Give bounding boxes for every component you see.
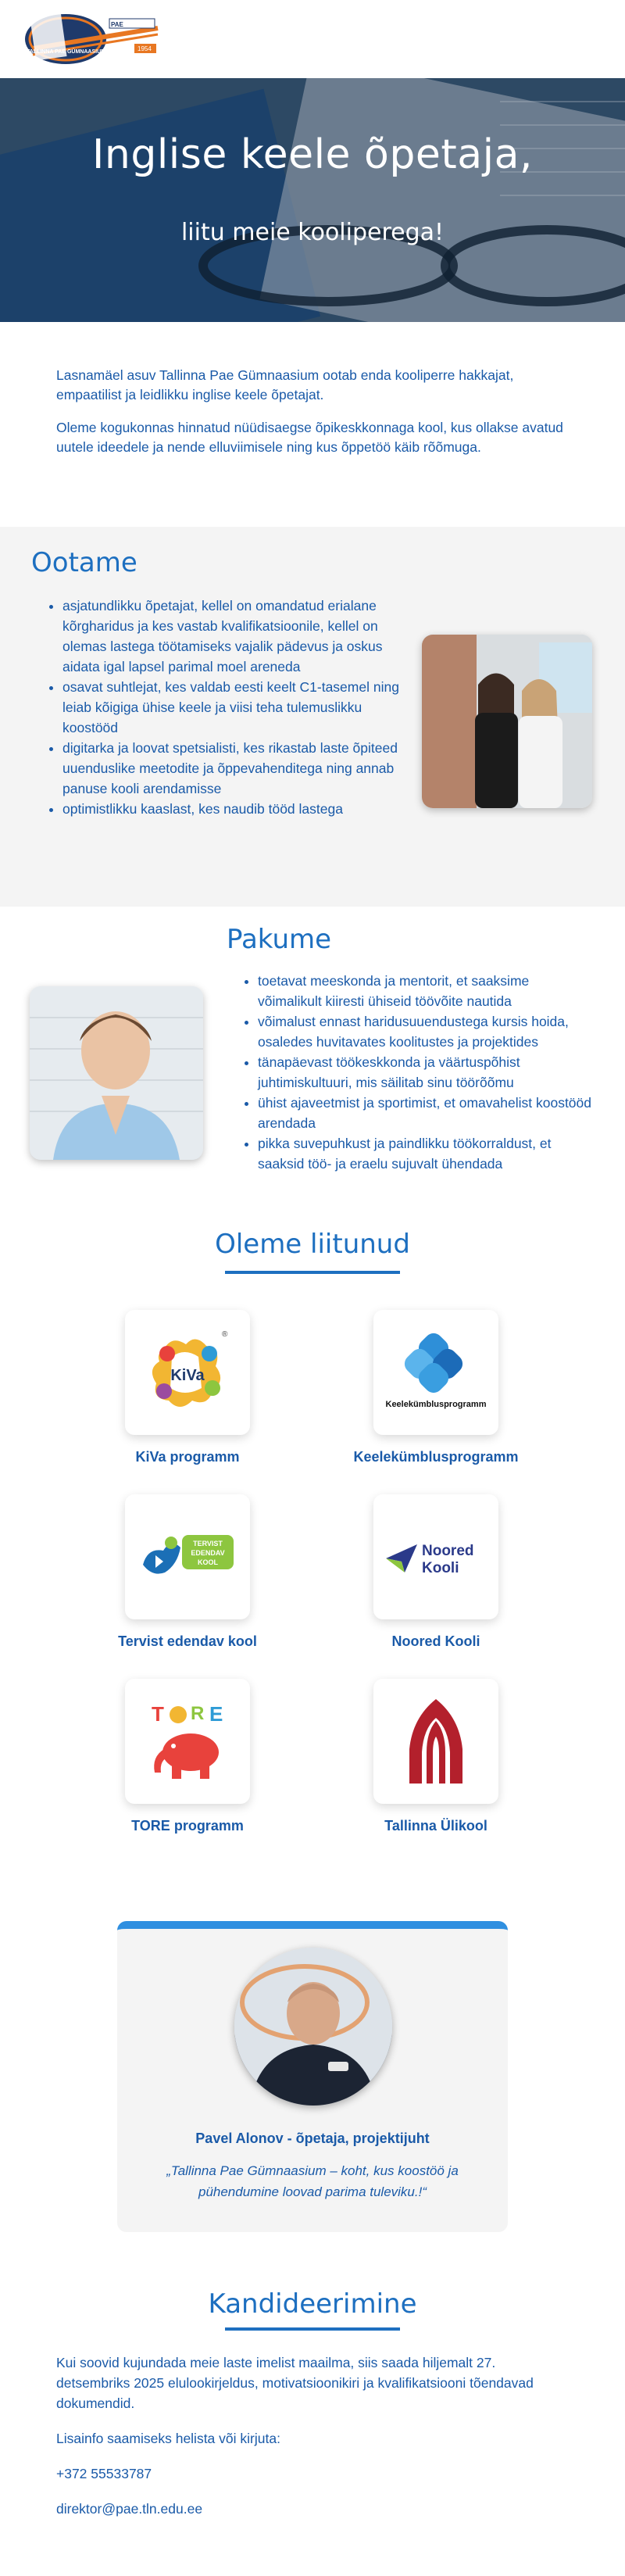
apply-paragraph: Kui soovid kujundada meie laste imelist maailma, siis saada hiljemalt 27. detsembriks 2025 elulookirjeldus, motivatsioonikiri ja kvalifikatsiooni tõendavad dokumendid.	[56, 2355, 534, 2411]
apply-section	[0, 2288, 625, 2534]
svg-text:Noored: Noored	[422, 1543, 474, 1559]
school-logo[interactable]	[17, 8, 166, 70]
hero-subtitle: liitu meie kooliperega!	[180, 219, 445, 246]
partner-logo-kiva[interactable]	[125, 1310, 250, 1435]
list-item: • tänapäevast töökeskkonda ja väärtuspõhist juhtimiskultuuri, mis säilitab sinu töörõõmu	[258, 1052, 594, 1093]
partner-label[interactable]: KiVa programm	[135, 1449, 240, 1465]
svg-text:EDENDAV: EDENDAV	[191, 1549, 225, 1557]
header	[0, 0, 625, 78]
list-item: • optimistlikku kaaslast, kes naudib tööd lastega	[62, 799, 406, 819]
title-underline	[225, 1271, 400, 1274]
partner-logo-keelekumblus[interactable]	[373, 1310, 498, 1435]
svg-text:PAE: PAE	[111, 21, 123, 28]
tallinna-ulikool-logo-icon	[397, 1694, 475, 1788]
svg-text:KiVa: KiVa	[170, 1367, 205, 1384]
email-link[interactable]: direktor@pae.tln.edu.ee	[56, 2501, 203, 2517]
list-item: • asjatundlikku õpetajat, kellel on omandatud erialane kõrgharidus ja kes vastab kvalifikatsioonile, kellel on olemas lastega töötamiseks vajalik pädevus ja oskus aidata igal lapsel parimal moel areneda	[62, 596, 406, 677]
svg-text:®: ®	[222, 1330, 228, 1339]
list-item: • osavat suhtlejat, kes valdab eesti keelt C1-tasemel ning leiab kõigiga ühise keele ja viisi teha tulemuslikku koostööd	[62, 677, 406, 738]
pakume-list	[258, 971, 594, 1174]
boy-photo	[30, 986, 203, 1160]
contact-intro: Lisainfo saamiseks helista või kirjuta:	[56, 2431, 280, 2446]
section-title-partners: Oleme liitunud	[215, 1229, 410, 1260]
section-title-pakume: Pakume	[227, 924, 332, 955]
partner-label[interactable]: Tervist edendav kool	[118, 1633, 257, 1649]
list-item: • toetavat meeskonda ja mentorit, et saaksime võimalikult kiiresti ühiseid töövõite nautida	[258, 971, 594, 1011]
list-item: • digitarka ja loovat spetsialisti, kes rikastab laste õpiteed uuenduslike meetodite ja õppevahenditega ning annab panuse kooli arendamisse	[62, 738, 406, 799]
partner-label[interactable]: Noored Kooli	[391, 1633, 480, 1649]
svg-text:TERVIST: TERVIST	[193, 1540, 223, 1547]
list-item: • pikka suvepuhkust ja paindlikku töökorraldust, et saaksid töö- ja eraelu sujuvalt ühendada	[258, 1133, 594, 1174]
partner-logo-tore[interactable]	[125, 1679, 250, 1804]
list-item: • võimalust ennast haridusuuendustega kursis hoida, osaledes huvitavates koolitustes ja projektides	[258, 1011, 594, 1052]
intro-section	[0, 322, 625, 527]
ootame-list	[62, 596, 406, 819]
partners-section	[0, 1229, 625, 1869]
keelekumblus-logo-icon	[381, 1326, 491, 1419]
partner-logo-noored-kooli[interactable]	[373, 1494, 498, 1619]
svg-text:R: R	[191, 1703, 205, 1724]
students-photo	[422, 635, 592, 808]
hero-banner	[0, 78, 625, 322]
noored-kooli-logo-icon	[381, 1526, 491, 1588]
kiva-logo-icon	[141, 1326, 234, 1419]
section-title-ootame: Ootame	[31, 547, 138, 578]
svg-text:KOOL: KOOL	[198, 1558, 218, 1566]
partner-logo-tlu[interactable]	[373, 1679, 498, 1804]
svg-text:T: T	[152, 1702, 164, 1726]
avatar	[234, 1948, 392, 2106]
svg-text:E: E	[209, 1702, 223, 1726]
logo-year: 1954	[138, 45, 152, 52]
pakume-section	[0, 907, 625, 1229]
partner-label[interactable]: Keelekümblusprogramm	[353, 1449, 519, 1465]
svg-text:Kooli: Kooli	[422, 1560, 459, 1576]
school-logo-icon	[17, 8, 166, 70]
testimonial-quote: „Tallinna Pae Gümnaasium – koht, kus koostöö ja pühendumine loovad parima tuleviku.!“	[166, 2163, 459, 2199]
section-title-apply: Kandideerimine	[208, 2288, 417, 2320]
partner-logo-tervist[interactable]	[125, 1494, 250, 1619]
partner-label[interactable]: Tallinna Ülikool	[384, 1818, 488, 1834]
tore-elephant-logo-icon	[141, 1694, 234, 1788]
hero-background-image	[0, 78, 625, 322]
tervist-edendav-logo-icon	[137, 1518, 238, 1596]
svg-text:Keelekümblusprogramm: Keelekümblusprogramm	[385, 1400, 487, 1409]
intro-paragraph: Lasnamäel asuv Tallinna Pae Gümnaasium ootab enda kooliperre hakkajat, empaatilist ja leidlikku inglise keele õpetajat.	[56, 367, 514, 402]
intro-paragraph: Oleme kogukonnas hinnatud nüüdisaegse õpikeskkonnaga kool, kus ollakse avatud uutele ideedele ja nende elluviimisele ning kus õppetöö käib rõõmuga.	[56, 420, 563, 455]
phone-link[interactable]: +372 55533787	[56, 2466, 152, 2481]
logo-text: TALLINNA PAE GÜMNAASIUM	[27, 49, 105, 55]
testimonial-name: Pavel Alonov - õpetaja, projektijuht	[195, 2131, 430, 2146]
partner-label[interactable]: TORE programm	[131, 1818, 244, 1834]
hero-title: Inglise keele õpetaja,	[92, 131, 533, 178]
ootame-section	[0, 527, 625, 907]
testimonial-card	[117, 1921, 508, 2232]
list-item: • ühist ajaveetmist ja sportimist, et omavahelist koostööd arendada	[258, 1093, 594, 1133]
